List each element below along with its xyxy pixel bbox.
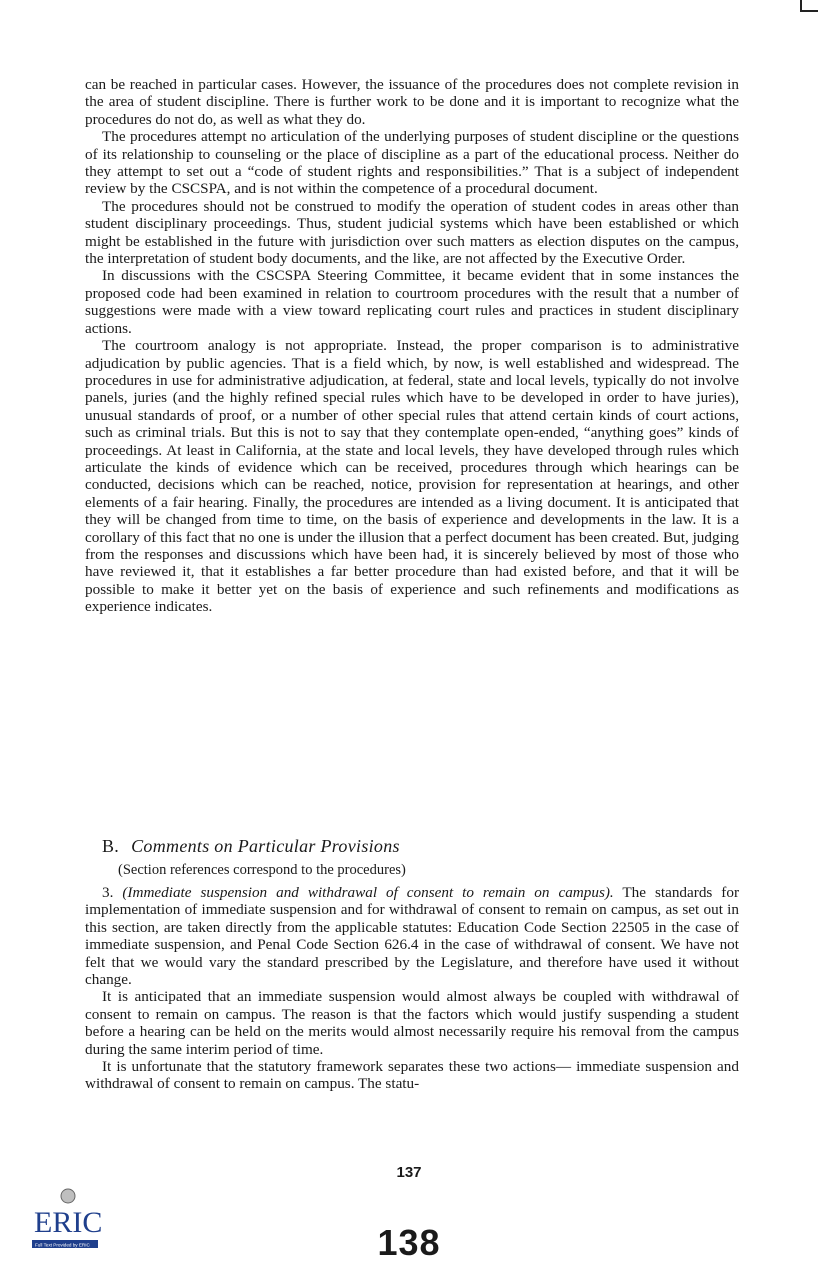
logo-text: ERIC bbox=[34, 1206, 102, 1239]
section-note: (Section references correspond to the procedures) bbox=[118, 862, 406, 878]
item-text: The standards for implementation of immediate suspension and for withdrawal of consent to remain on campus, as set out in this section, are taken directly from the applicable statutes: Education Code Section 22505 in the case of immediate suspension, and Penal Code Section 626.4 in the case of withdrawal of consent. We have not felt that we would vary the standard prescribed by the Legislature, and therefore have used it without change. bbox=[85, 884, 739, 989]
body-text-top bbox=[85, 76, 739, 616]
eric-logo bbox=[30, 1188, 102, 1252]
fiche-number: 138 bbox=[377, 1222, 441, 1263]
logo-caption: Full Text Provided by ERIC bbox=[35, 1242, 90, 1248]
body-text-bottom bbox=[85, 884, 739, 1093]
paragraph: It is unfortunate that the statutory framework separates these two actions— immediate suspension and withdrawal of consent to remain on campus. The statu- bbox=[85, 1058, 739, 1093]
item-title: (Immediate suspension and withdrawal of consent to remain on campus). bbox=[122, 884, 614, 901]
section-letter: B. bbox=[102, 836, 120, 856]
paragraph: The procedures should not be construed to modify the operation of student codes in areas other than student disciplinary proceedings. Thus, student judicial systems which have been established or which might be established in the future with jurisdiction over such matters as election disputes on the campus, the interpretation of student body documents, and the like, are not affected by the Executive Order. bbox=[85, 197, 739, 268]
paragraph: The courtroom analogy is not appropriate. Instead, the proper comparison is to administrative adjudication by public agencies. That is a field which, by now, is well established and widespread. The procedures in use for administrative adjudication, at federal, state and local levels, typically do not involve panels, juries (and the highly refined special rules which have to be developed in order to have juries), unusual standards of proof, or a number of other special rules that attend certain kinds of court actions, such as criminal trials. But this is not to say that they contemplate open-ended, “anything goes” kinds of proceedings. At least in California, at the state and local levels, they have developed through rules which articulate the kinds of evidence which can be received, procedures through which hearings can be conducted, decisions which can be reached, notice, provision for representation at hearings, and other elements of a fair hearing. Finally, the procedures are intended as a living document. It is anticipated that they will be changed from time to time, on the basis of experience and developments in the law. It is a corollary of this fact that no one is under the illusion that a perfect document has been created. But, judging from the responses and discussions which have been had, it is sincerely believed by most of those who have reviewed it, that it establishes a far better procedure than had existed before, and that it will be possible to make it better yet on the basis of experience and such refinements and modifications as experience indicates. bbox=[85, 337, 739, 616]
paragraph: It is anticipated that an immediate suspension would almost always be coupled with withdrawal of consent to remain on campus. The reason is that the factors which would justify suspending a student before a hearing can be held on the merits would almost necessarily require his removal from the campus during the same interim period of time. bbox=[85, 988, 739, 1058]
paragraph: In discussions with the CSCSPA Steering Committee, it became evident that in some instances the proposed code had been examined in relation to courtroom procedures with the result that a number of suggestions were made with a view toward replicating court rules and practices in student disciplinary actions. bbox=[85, 267, 739, 337]
paragraph: The procedures attempt no articulation of the underlying purposes of student discipline or the questions of its relationship to counseling or the place of discipline as a part of the educational process. Neither do they attempt to set out a “code of student rights and responsibilities.” That is a subject of independent review by the CSCSPA, and is not within the competence of a procedural document. bbox=[85, 128, 739, 198]
section-title: Comments on Particular Provisions bbox=[131, 836, 400, 856]
numbered-item bbox=[85, 884, 739, 988]
section-heading bbox=[102, 836, 400, 857]
paragraph: can be reached in particular cases. However, the issuance of the procedures does not complete revision in the area of student discipline. There is further work to be done and it is important to recognize what the procedures do not do, as well as what they do. bbox=[85, 76, 739, 128]
item-number: 3. bbox=[102, 884, 114, 901]
corner-mark bbox=[800, 0, 818, 12]
logo-globe-icon bbox=[61, 1189, 75, 1203]
page-number: 137 bbox=[396, 1164, 422, 1181]
